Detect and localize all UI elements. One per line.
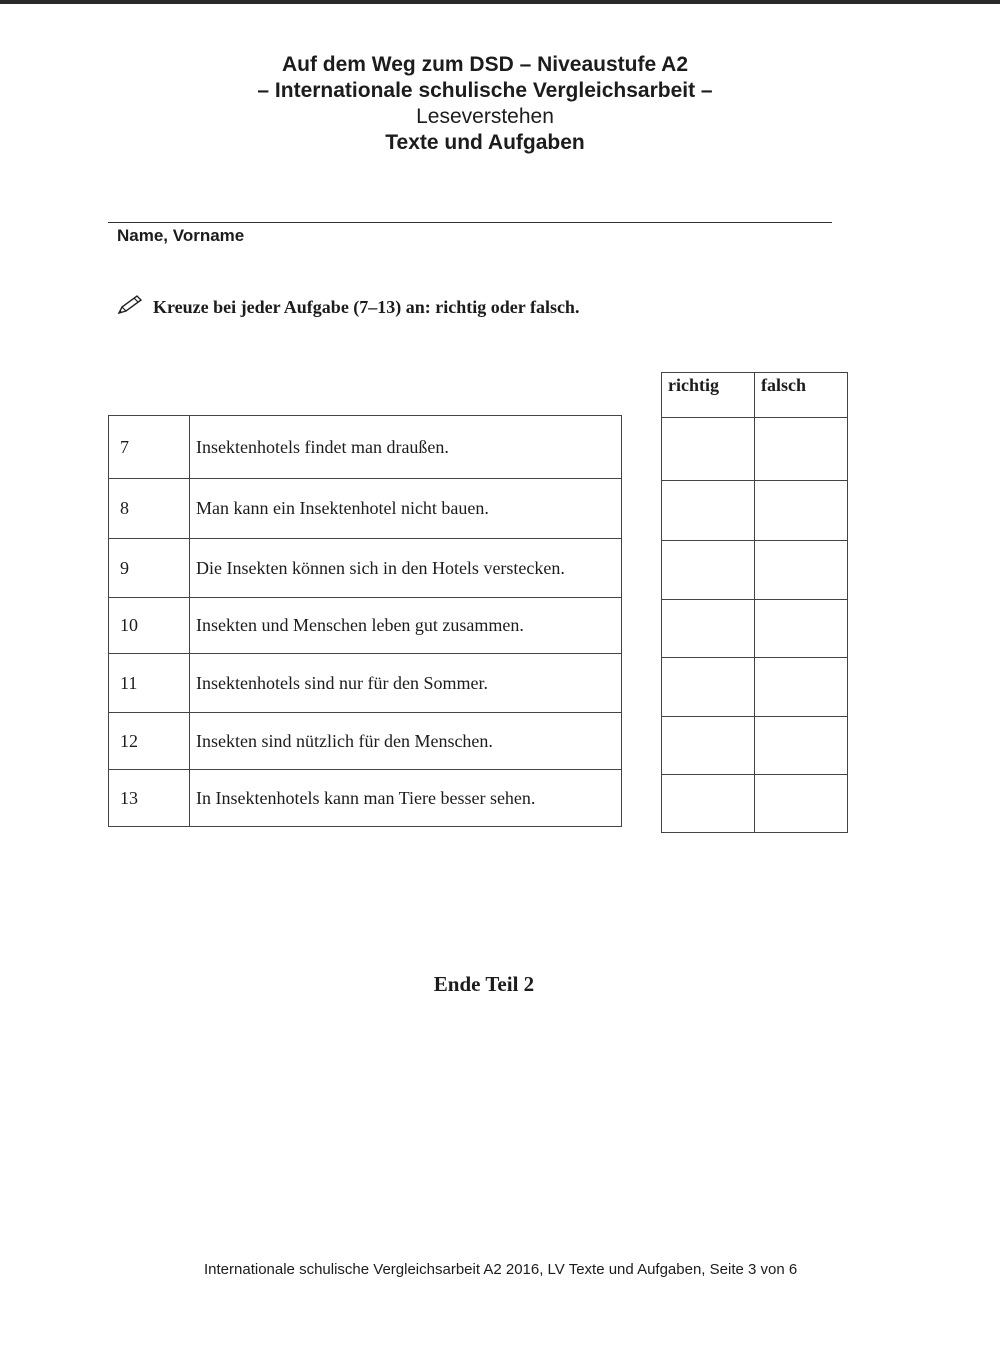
answer-row — [662, 717, 848, 775]
richtig-box[interactable] — [662, 658, 755, 717]
document-header — [0, 52, 970, 156]
header-subtitle: – Internationale schulische Vergleichsarbeit – — [257, 79, 713, 102]
header-section: Leseverstehen — [416, 105, 554, 128]
richtig-box[interactable] — [662, 481, 755, 541]
page-footer: Internationale schulische Vergleichsarbeit A2 2016, LV Texte und Aufgaben, Seite 3 von 6 — [204, 1261, 798, 1278]
instruction — [116, 294, 579, 321]
richtig-box[interactable] — [662, 541, 755, 600]
end-marker: Ende Teil 2 — [433, 972, 535, 996]
table-row — [109, 770, 622, 827]
richtig-box[interactable] — [662, 418, 755, 481]
question-number: 9 — [109, 539, 190, 598]
answer-row — [662, 775, 848, 833]
table-row — [109, 598, 622, 654]
questions-table — [108, 415, 622, 827]
question-number: 7 — [109, 416, 190, 479]
question-text: Insekten sind nützlich für den Menschen. — [190, 713, 622, 770]
question-number: 12 — [109, 713, 190, 770]
question-text: Man kann ein Insektenhotel nicht bauen. — [190, 479, 622, 539]
answer-table — [661, 372, 848, 833]
name-line[interactable] — [108, 222, 832, 223]
answer-row — [662, 600, 848, 658]
question-text: Insektenhotels sind nur für den Sommer. — [190, 654, 622, 713]
question-number: 13 — [109, 770, 190, 827]
scan-top-edge — [0, 0, 1000, 4]
falsch-box[interactable] — [755, 717, 848, 775]
table-row — [109, 479, 622, 539]
answer-header-row — [662, 373, 848, 418]
richtig-header: richtig — [662, 373, 755, 418]
table-row — [109, 713, 622, 770]
pencil-icon — [116, 294, 153, 321]
name-label: Name, Vorname — [117, 226, 245, 245]
falsch-box[interactable] — [755, 541, 848, 600]
falsch-box[interactable] — [755, 775, 848, 833]
falsch-box[interactable] — [755, 418, 848, 481]
answer-row — [662, 541, 848, 600]
table-row — [109, 654, 622, 713]
richtig-box[interactable] — [662, 600, 755, 658]
falsch-box[interactable] — [755, 481, 848, 541]
answer-row — [662, 658, 848, 717]
header-title: Auf dem Weg zum DSD – Niveaustufe A2 — [281, 53, 689, 76]
question-number: 8 — [109, 479, 190, 539]
question-text: Insekten und Menschen leben gut zusammen. — [190, 598, 622, 654]
question-text: In Insektenhotels kann man Tiere besser sehen. — [190, 770, 622, 827]
falsch-header: falsch — [755, 373, 848, 418]
answer-row — [662, 481, 848, 541]
question-number: 11 — [109, 654, 190, 713]
question-text: Insektenhotels findet man draußen. — [190, 416, 622, 479]
table-row — [109, 416, 622, 479]
question-number: 10 — [109, 598, 190, 654]
richtig-box[interactable] — [662, 717, 755, 775]
table-row — [109, 539, 622, 598]
instruction-text: Kreuze bei jeder Aufgabe (7–13) an: richtig oder falsch. — [153, 297, 580, 317]
answer-row — [662, 418, 848, 481]
falsch-box[interactable] — [755, 658, 848, 717]
richtig-box[interactable] — [662, 775, 755, 833]
header-part: Texte und Aufgaben — [385, 131, 585, 154]
question-text: Die Insekten können sich in den Hotels verstecken. — [190, 539, 622, 598]
falsch-box[interactable] — [755, 600, 848, 658]
